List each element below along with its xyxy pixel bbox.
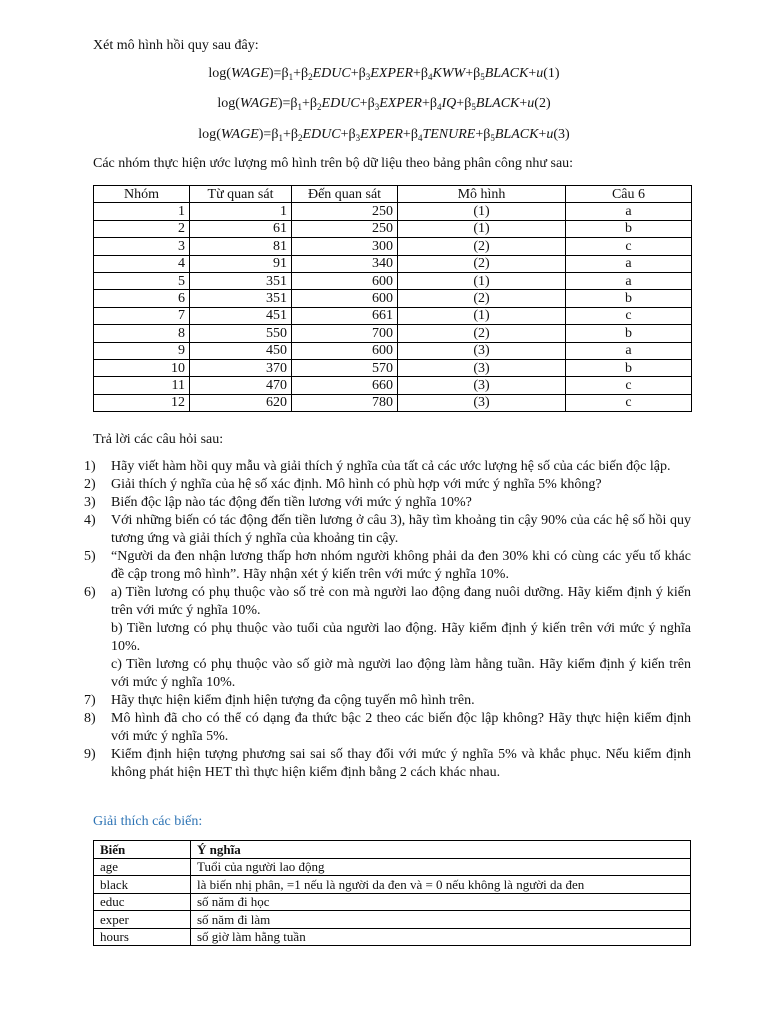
- question-item: [84, 584, 691, 692]
- cell-model: (3): [398, 342, 566, 359]
- question-number: 9): [84, 747, 96, 762]
- regressor-variable: BLACK: [484, 66, 529, 81]
- cell-model: (3): [398, 359, 566, 376]
- cell-group: 12: [94, 394, 190, 411]
- beta-index: 1: [278, 133, 283, 143]
- cell-meaning: số năm đi làm: [191, 911, 691, 929]
- regressor-variable: KWW: [432, 66, 466, 81]
- assignment-header-row: [94, 186, 692, 203]
- table-row: [94, 307, 692, 324]
- cell-to: 340: [292, 255, 398, 272]
- question-subpart: b) Tiền lương có phụ thuộc vào tuổi của người lao động. Hãy kiểm định ý kiến trên với mức ý nghĩa 10%.: [111, 621, 691, 654]
- question-text: Hãy viết hàm hồi quy mẫu và giải thích ý nghĩa của tất cả các ước lượng hệ số của các biến độc lập.: [111, 459, 671, 474]
- cell-to: 600: [292, 342, 398, 359]
- question-text: Mô hình đã cho có thể có dạng đa thức bậc 2 theo các biến độc lập không? Hãy thực hiện kiểm định với mức ý nghĩa 5%.: [111, 711, 691, 744]
- question-number: 8): [84, 711, 96, 726]
- log-function: log: [198, 127, 217, 142]
- variables-heading: Giải thích các biến:: [93, 814, 203, 829]
- cell-question6: b: [566, 220, 692, 237]
- question-item: [84, 548, 691, 584]
- cell-group: 9: [94, 342, 190, 359]
- header-to: Đến quan sát: [292, 186, 398, 203]
- cell-group: 7: [94, 307, 190, 324]
- cell-from: 61: [190, 220, 292, 237]
- cell-from: 450: [190, 342, 292, 359]
- table-row: [94, 928, 691, 946]
- table-row: [94, 325, 692, 342]
- cell-to: 250: [292, 220, 398, 237]
- beta-index: 2: [297, 133, 303, 143]
- question-number: 3): [84, 495, 96, 510]
- cell-from: 550: [190, 325, 292, 342]
- table-row: [94, 220, 692, 237]
- header-variable: Biến: [94, 841, 191, 859]
- cell-question6: a: [566, 272, 692, 289]
- cell-variable: exper: [94, 911, 191, 929]
- cell-group: 11: [94, 377, 190, 394]
- cell-question6: c: [566, 377, 692, 394]
- beta-index: 4: [437, 102, 442, 112]
- regressor-variable: EDUC: [321, 96, 360, 111]
- question-text: Hãy thực hiện kiểm định hiện tượng đa cộng tuyến mô hình trên.: [111, 693, 475, 708]
- cell-model: (1): [398, 203, 566, 220]
- question-item: [84, 710, 691, 746]
- cell-group: 10: [94, 359, 190, 376]
- beta-index: 2: [317, 102, 322, 112]
- cell-model: (1): [398, 220, 566, 237]
- table-row: [94, 876, 691, 894]
- cell-question6: c: [566, 394, 692, 411]
- cell-question6: a: [566, 255, 692, 272]
- cell-from: 370: [190, 359, 292, 376]
- cell-question6: b: [566, 325, 692, 342]
- equation-2: $\log(WAGE)=\beta_1+\beta_2EDUC+\beta_3EXPER+\beta_4IQ+\beta_5BLACK+u(2)$: [217, 96, 551, 112]
- question-content: [111, 476, 691, 494]
- cell-model: (1): [398, 272, 566, 289]
- question-list: [84, 458, 691, 782]
- cell-from: 91: [190, 255, 292, 272]
- header-from: Từ quan sát: [190, 186, 292, 203]
- table-row: [94, 394, 692, 411]
- regressor-variable: EDUC: [312, 66, 351, 81]
- variables-body: [94, 858, 691, 946]
- beta-index: 5: [490, 133, 495, 143]
- cell-to: 300: [292, 238, 398, 255]
- question-content: [111, 584, 691, 692]
- cell-from: 451: [190, 307, 292, 324]
- cell-from: 81: [190, 238, 292, 255]
- beta-index: 4: [417, 133, 423, 143]
- log-function: log: [217, 96, 236, 111]
- question-item: [84, 512, 691, 548]
- assignment-table: [93, 185, 692, 412]
- cell-model: (2): [398, 255, 566, 272]
- table-row: [94, 342, 692, 359]
- table-row: [94, 911, 691, 929]
- question-text: Biến độc lập nào tác động đến tiền lương với mức ý nghĩa 10%?: [111, 495, 472, 510]
- equation-number: 1: [547, 66, 555, 81]
- beta-index: 3: [365, 72, 371, 82]
- table-row: [94, 858, 691, 876]
- cell-model: (1): [398, 307, 566, 324]
- cell-meaning: số năm đi học: [191, 893, 691, 911]
- question-number: 6): [84, 585, 96, 600]
- question-item: [84, 494, 691, 512]
- regressor-variable: IQ: [441, 96, 457, 111]
- header-group: Nhóm: [94, 186, 190, 203]
- error-term: u: [546, 127, 554, 142]
- question-content: [111, 548, 691, 584]
- table-row: [94, 377, 692, 394]
- cell-question6: b: [566, 290, 692, 307]
- cell-from: 620: [190, 394, 292, 411]
- beta-index: 1: [297, 102, 303, 112]
- cell-meaning: Tuổi của người lao động: [191, 858, 691, 876]
- question-text: Với những biến có tác động đến tiền lương ở câu 3), hãy tìm khoảng tin cậy 90% của các hệ số hồi quy tương ứng và giải thích ý nghĩa của khoảng tin cậy.: [111, 513, 691, 546]
- cell-variable: age: [94, 858, 191, 876]
- cell-to: 661: [292, 307, 398, 324]
- cell-variable: educ: [94, 893, 191, 911]
- cell-from: 470: [190, 377, 292, 394]
- question-content: [111, 512, 691, 548]
- cell-group: 2: [94, 220, 190, 237]
- cell-group: 5: [94, 272, 190, 289]
- cell-from: 1: [190, 203, 292, 220]
- header-meaning: Ý nghĩa: [191, 841, 691, 859]
- log-function: log: [208, 66, 227, 81]
- beta-index: 4: [428, 72, 433, 82]
- question-number: 1): [84, 459, 96, 474]
- regressor-variable: TENURE: [422, 127, 476, 142]
- question-number: 7): [84, 693, 96, 708]
- cell-variable: hours: [94, 928, 191, 946]
- cell-meaning: là biến nhị phân, =1 nếu là người da đen và = 0 nếu không là người da đen: [191, 876, 691, 894]
- question-subpart: c) Tiền lương có phụ thuộc vào số giờ mà người lao động làm hằng tuần. Hãy kiểm định ý kiến trên với mức ý nghĩa 10%.: [111, 657, 691, 690]
- cell-model: (2): [398, 290, 566, 307]
- question-number: 5): [84, 549, 96, 564]
- cell-group: 3: [94, 238, 190, 255]
- beta-index: 1: [288, 72, 294, 82]
- regressor-variable: EXPER: [360, 127, 403, 142]
- question-text: “Người da đen nhận lương thấp hơn nhóm người không phải da đen 30% khi có cùng các yếu tố khác đề cập trong mô hình”. Hãy nhận xét ý kiến trên với mức ý nghĩa 10%.: [111, 549, 691, 582]
- question-content: [111, 458, 691, 476]
- cell-group: 4: [94, 255, 190, 272]
- table-row: [94, 359, 692, 376]
- cell-to: 570: [292, 359, 398, 376]
- table-row: [94, 255, 692, 272]
- variables-table: [93, 840, 691, 946]
- header-model: Mô hình: [398, 186, 566, 203]
- answer-intro: Trả lời các câu hỏi sau:: [93, 432, 224, 447]
- assignment-intro: Các nhóm thực hiện ước lượng mô hình trên bộ dữ liệu theo bảng phân công như sau:: [93, 156, 574, 171]
- cell-group: 6: [94, 290, 190, 307]
- cell-question6: c: [566, 238, 692, 255]
- table-row: [94, 272, 692, 289]
- equation-number: 3: [558, 127, 566, 142]
- table-row: [94, 290, 692, 307]
- error-term: u: [536, 66, 544, 81]
- cell-question6: a: [566, 342, 692, 359]
- variables-header-row: [94, 841, 691, 859]
- cell-model: (3): [398, 394, 566, 411]
- regressor-variable: BLACK: [494, 127, 539, 142]
- cell-question6: c: [566, 307, 692, 324]
- cell-variable: black: [94, 876, 191, 894]
- beta-index: 3: [355, 133, 361, 143]
- cell-to: 660: [292, 377, 398, 394]
- regressor-variable: EXPER: [379, 96, 422, 111]
- cell-meaning: số giờ làm hằng tuần: [191, 928, 691, 946]
- equation-3: $\log(WAGE)=\beta_1+\beta_2EDUC+\beta_3EXPER+\beta_4TENURE+\beta_5BLACK+u(3)$: [198, 127, 570, 143]
- intro-text: Xét mô hình hồi quy sau đây:: [93, 38, 259, 53]
- cell-from: 351: [190, 290, 292, 307]
- cell-to: 780: [292, 394, 398, 411]
- cell-to: 700: [292, 325, 398, 342]
- cell-model: (3): [398, 377, 566, 394]
- regressor-variable: EDUC: [302, 127, 341, 142]
- beta-index: 2: [308, 72, 313, 82]
- header-question6: Câu 6: [566, 186, 692, 203]
- table-row: [94, 203, 692, 220]
- question-content: [111, 710, 691, 746]
- beta-index: 3: [374, 102, 380, 112]
- table-row: [94, 893, 691, 911]
- beta-index: 5: [480, 72, 485, 82]
- question-content: [111, 692, 691, 710]
- beta-index: 5: [471, 102, 476, 112]
- question-text: a) Tiền lương có phụ thuộc vào số trẻ con mà người lao động đang nuôi dưỡng. Hãy kiểm định ý kiến trên với mức ý nghĩa 10%.: [111, 585, 691, 618]
- question-text: Giải thích ý nghĩa của hệ số xác định. Mô hình có phù hợp với mức ý nghĩa 5% không?: [111, 477, 602, 492]
- question-item: [84, 692, 691, 710]
- question-text: Kiểm định hiện tượng phương sai sai số thay đổi với mức ý nghĩa 5% và khắc phục. Nếu kiểm định không phát hiện HET thì thực hiện kiểm định bằng 2 cách khác nhau.: [111, 747, 691, 780]
- question-item: [84, 746, 691, 782]
- dependent-variable: WAGE: [239, 96, 278, 111]
- cell-from: 351: [190, 272, 292, 289]
- cell-question6: a: [566, 203, 692, 220]
- cell-to: 600: [292, 272, 398, 289]
- cell-model: (2): [398, 325, 566, 342]
- table-row: [94, 238, 692, 255]
- question-content: [111, 746, 691, 782]
- question-number: 4): [84, 513, 96, 528]
- equation-number: 2: [538, 96, 546, 111]
- regressor-variable: BLACK: [475, 96, 520, 111]
- question-item: [84, 458, 691, 476]
- cell-group: 8: [94, 325, 190, 342]
- error-term: u: [527, 96, 535, 111]
- assignment-body: [94, 203, 692, 412]
- question-number: 2): [84, 477, 96, 492]
- cell-model: (2): [398, 238, 566, 255]
- cell-question6: b: [566, 359, 692, 376]
- cell-group: 1: [94, 203, 190, 220]
- equation-1: $\log(WAGE)=\beta_1+\beta_2EDUC+\beta_3EXPER+\beta_4KWW+\beta_5BLACK+u(1)$: [208, 66, 560, 82]
- cell-to: 600: [292, 290, 398, 307]
- question-item: [84, 476, 691, 494]
- dependent-variable: WAGE: [230, 66, 269, 81]
- cell-to: 250: [292, 203, 398, 220]
- dependent-variable: WAGE: [220, 127, 259, 142]
- regressor-variable: EXPER: [370, 66, 414, 81]
- question-content: [111, 494, 691, 512]
